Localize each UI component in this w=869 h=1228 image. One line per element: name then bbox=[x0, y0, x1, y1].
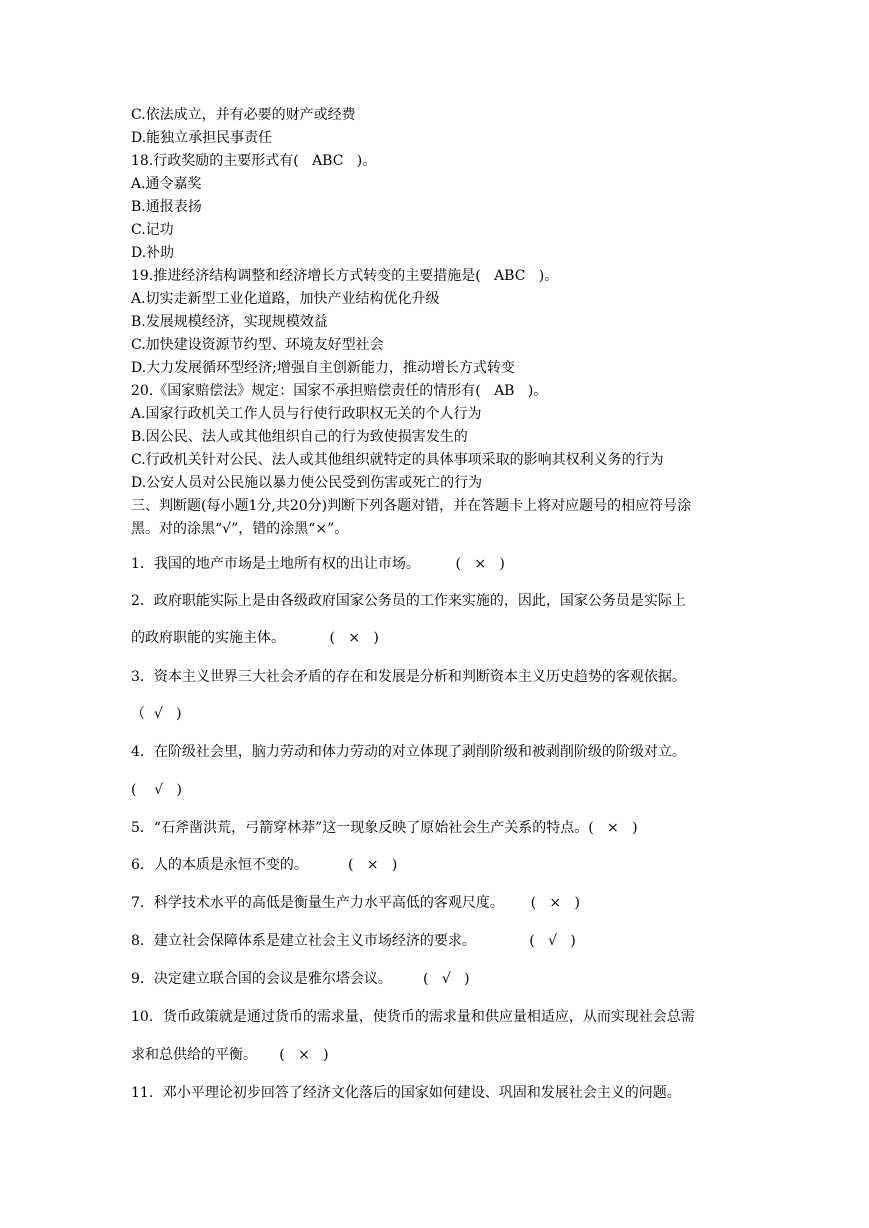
judgement-item-3-answer: （ √ ) bbox=[131, 706, 182, 722]
judgement-item-6: 6．人的本质是永恒不变的。 ( × ) bbox=[131, 857, 398, 873]
section-instruction: 黑。对的涂黑“√”，错的涂黑“×”。 bbox=[131, 521, 349, 537]
option-d-text: D.公安人员对公民施以暴力使公民受到伤害或死亡的行为 bbox=[131, 475, 483, 491]
judgement-item-9: 9．决定建立联合国的会议是雅尔塔会议。 ( √ ) bbox=[131, 971, 470, 987]
option-d-text: D.能独立承担民事责任 bbox=[131, 130, 273, 146]
option-a-text: A.通令嘉奖 bbox=[131, 176, 202, 192]
judgement-item-7: 7．科学技术水平的高低是衡量生产力水平高低的客观尺度。 ( × ) bbox=[131, 895, 580, 911]
judgement-item-11: 11．邓小平理论初步回答了经济文化落后的国家如何建设、巩固和发展社会主义的问题。 bbox=[131, 1085, 681, 1101]
judgement-item-2-cont: 的政府职能的实施主体。 ( × ) bbox=[131, 630, 379, 646]
option-a-text: A.国家行政机关工作人员与行使行政职权无关的个人行为 bbox=[131, 406, 482, 422]
question-18: 18.行政奖励的主要形式有( ABC )。 bbox=[131, 153, 377, 169]
judgement-item-5: 5．“石斧凿洪荒，弓箭穿林莽”这一现象反映了原始社会生产关系的特点。( × ) bbox=[131, 820, 638, 836]
judgement-item-4: 4．在阶级社会里，脑力劳动和体力劳动的对立体现了剥削阶级和被剥削阶级的阶级对立。 bbox=[131, 744, 686, 760]
option-a-text: A.切实走新型工业化道路，加快产业结构优化升级 bbox=[131, 291, 440, 307]
question-20: 20.《国家赔偿法》规定：国家不承担赔偿责任的情形有( AB )。 bbox=[131, 383, 548, 399]
option-b-text: B.因公民、法人或其他组织自己的行为致使损害发生的 bbox=[131, 429, 468, 445]
judgement-item-10: 10．货币政策就是通过货币的需求量，使货币的需求量和供应量相适应，从而实现社会总需 bbox=[131, 1009, 695, 1025]
judgement-item-8: 8．建立社会保障体系是建立社会主义市场经济的要求。 ( √ ) bbox=[131, 933, 576, 949]
option-b-text: B.通报表扬 bbox=[131, 199, 202, 215]
judgement-item-2: 2．政府职能实际上是由各级政府国家公务员的工作来实施的，因此，国家公务员是实际上 bbox=[131, 593, 686, 609]
judgement-item-3: 3．资本主义世界三大社会矛盾的存在和发展是分析和判断资本主义历史趋势的客观依据。 bbox=[131, 669, 686, 685]
section-heading: 三、判断题(每小题1分,共20分)判断下列各题对错，并在答题卡上将对应题号的相应符号涂 bbox=[131, 498, 692, 514]
option-c-text: C.依法成立，并有必要的财产或经费 bbox=[131, 107, 356, 123]
option-c-text: C.行政机关针对公民、法人或其他组织就特定的具体事项采取的影响其权利义务的行为 bbox=[131, 452, 664, 468]
option-d-text: D.补助 bbox=[131, 245, 175, 261]
judgement-item-1: 1．我国的地产市场是土地所有权的出让市场。 ( × ) bbox=[131, 556, 505, 572]
question-19: 19.推进经济结构调整和经济增长方式转变的主要措施是( ABC )。 bbox=[131, 268, 559, 284]
option-d-text: D.大力发展循环型经济;增强自主创新能力，推动增长方式转变 bbox=[131, 360, 515, 376]
option-c-text: C.加快建设资源节约型、环境友好型社会 bbox=[131, 337, 384, 353]
judgement-item-10-cont: 求和总供给的平衡。 ( × ) bbox=[131, 1047, 329, 1063]
judgement-item-4-answer: ( √ ) bbox=[131, 782, 182, 798]
option-c-text: C.记功 bbox=[131, 222, 174, 238]
option-b-text: B.发展规模经济，实现规模效益 bbox=[131, 314, 328, 330]
